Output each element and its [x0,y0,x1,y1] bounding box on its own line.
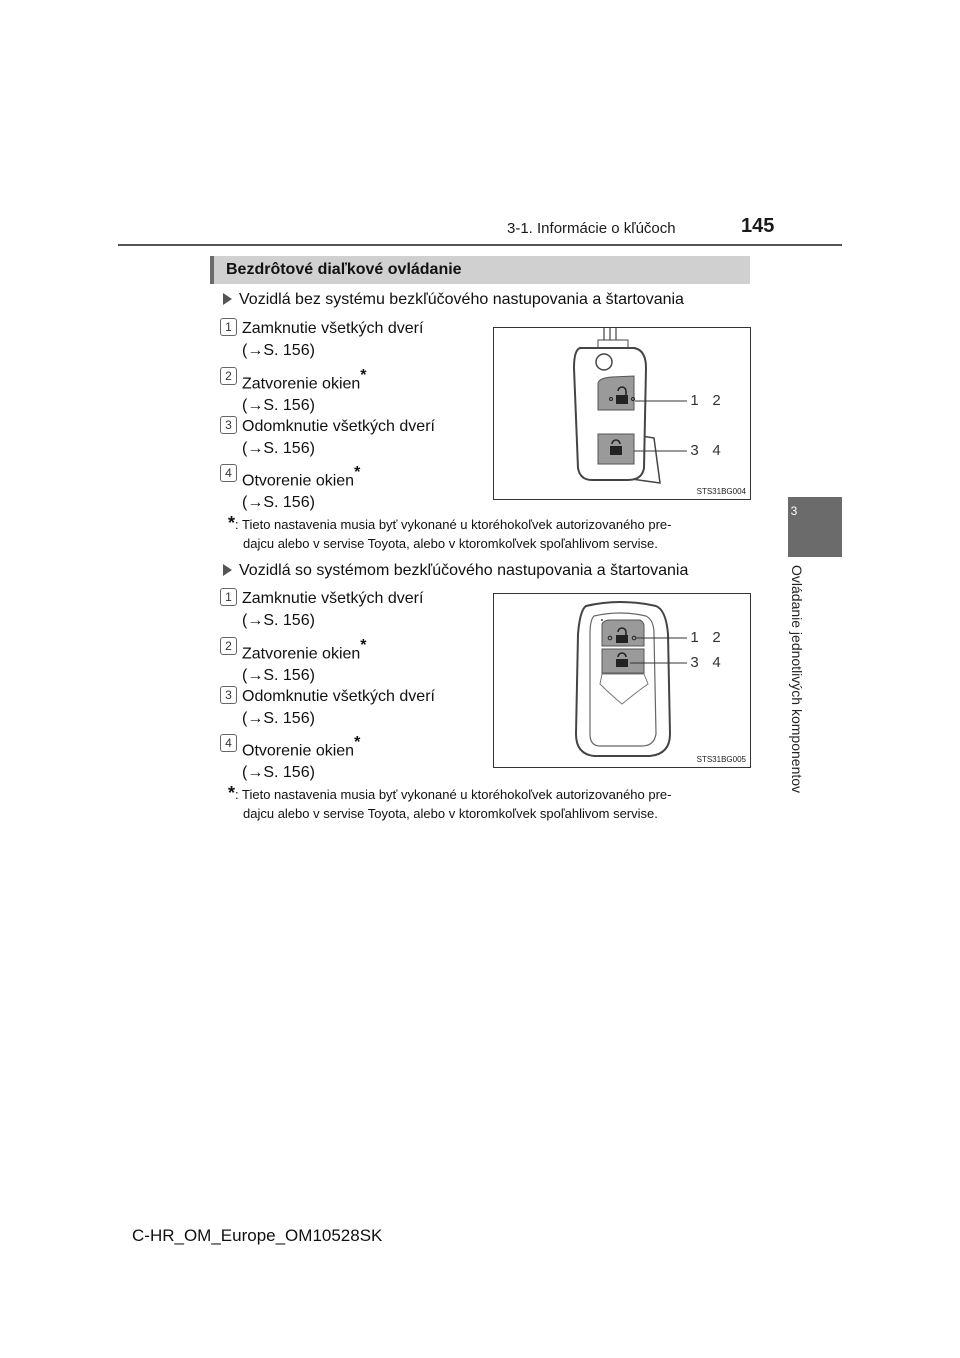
list-item [242,637,502,687]
item-reference: (→S. 156) [242,764,315,782]
item-label: Otvorenie okien [242,742,355,760]
footnote [228,784,748,823]
asterisk-mark: * [360,637,367,654]
chapter-number: 3 [790,504,798,518]
document-footer-code: C-HR_OM_Europe_OM10528SK [132,1226,383,1245]
item-number-badge: 2 [220,637,237,655]
footnote [228,514,748,553]
asterisk-mark: * [354,464,361,481]
list-item [242,464,502,514]
item-reference: (→S. 156) [242,342,315,359]
footnote-text-line2: dajcu alebo v servise Toyota, alebo v ktoromkoľvek spoľahlivom servise. [243,806,658,821]
item-reference: (→S. 156) [242,397,315,415]
callout-number: 2 [709,393,724,409]
figure-key-fob-smart [493,593,751,768]
running-header-section: 3-1. Informácie o kľúčoch [507,220,676,237]
triangle-bullet-icon [223,564,232,576]
item-label: Odomknutie všetkých dverí [242,688,435,705]
asterisk-mark: * [354,734,361,751]
callout-number: 3 [687,655,702,671]
footnote-text-line1: : Tieto nastavenia musia byť vykonané u ktoréhokoľvek autorizovaného pre- [235,787,672,802]
callout-number: 1 [687,393,702,409]
item-reference: (→S. 156) [242,612,315,629]
callout-number: 3 [687,443,702,459]
asterisk-mark: * [360,367,367,384]
list-item [242,734,502,784]
footnote-asterisk: * [228,783,236,803]
footnote-text-line2: dajcu alebo v servise Toyota, alebo v ktoromkoľvek spoľahlivom servise. [243,536,658,551]
section-title: Bezdrôtové diaľkové ovládanie [226,261,462,278]
callout-number: 4 [709,655,724,671]
item-number-badge: 3 [220,686,237,704]
item-label: Odomknutie všetkých dverí [242,418,435,435]
figure-code: STS31BG005 [696,755,746,764]
page-number: 145 [741,215,775,237]
list-item [242,588,502,632]
callout-number: 2 [709,630,724,646]
footnote-text-line1: : Tieto nastavenia musia byť vykonané u ktoréhokoľvek autorizovaného pre- [235,517,672,532]
item-number-badge: 3 [220,416,237,434]
block1-heading-text: Vozidlá bez systému bezkľúčového nastupovania a štartovania [239,291,684,308]
item-reference: (→S. 156) [242,440,315,457]
item-label: Zatvorenie okien [242,375,361,393]
callout-number: 1 [687,630,702,646]
section-title-bar [210,256,750,284]
key-fob-illustration [494,328,750,499]
figure-code: STS31BG004 [696,487,746,496]
item-number-badge: 1 [220,318,237,336]
item-reference: (→S. 156) [242,494,315,512]
list-item [242,686,502,730]
chapter-title-vertical: Ovládanie jednotlivých komponentov [789,565,805,794]
triangle-bullet-icon [223,293,232,305]
item-label: Zamknutie všetkých dverí [242,590,424,607]
list-item [242,367,502,417]
item-number-badge: 4 [220,464,237,482]
block1-heading [223,291,684,309]
smart-key-illustration [494,594,750,767]
item-number-badge: 2 [220,367,237,385]
item-label: Zatvorenie okien [242,645,361,663]
header-rule [118,244,842,246]
block2-heading [223,562,688,580]
item-reference: (→S. 156) [242,710,315,727]
list-item [242,416,502,460]
callout-number: 4 [709,443,724,459]
footnote-asterisk: * [228,513,236,533]
list-item [242,318,502,362]
figure-key-fob-standard [493,327,751,500]
item-label: Zamknutie všetkých dverí [242,320,424,337]
block2-heading-text: Vozidlá so systémom bezkľúčového nastupovania a štartovania [239,562,689,579]
item-reference: (→S. 156) [242,667,315,685]
item-number-badge: 1 [220,588,237,606]
item-number-badge: 4 [220,734,237,752]
item-label: Otvorenie okien [242,472,355,490]
